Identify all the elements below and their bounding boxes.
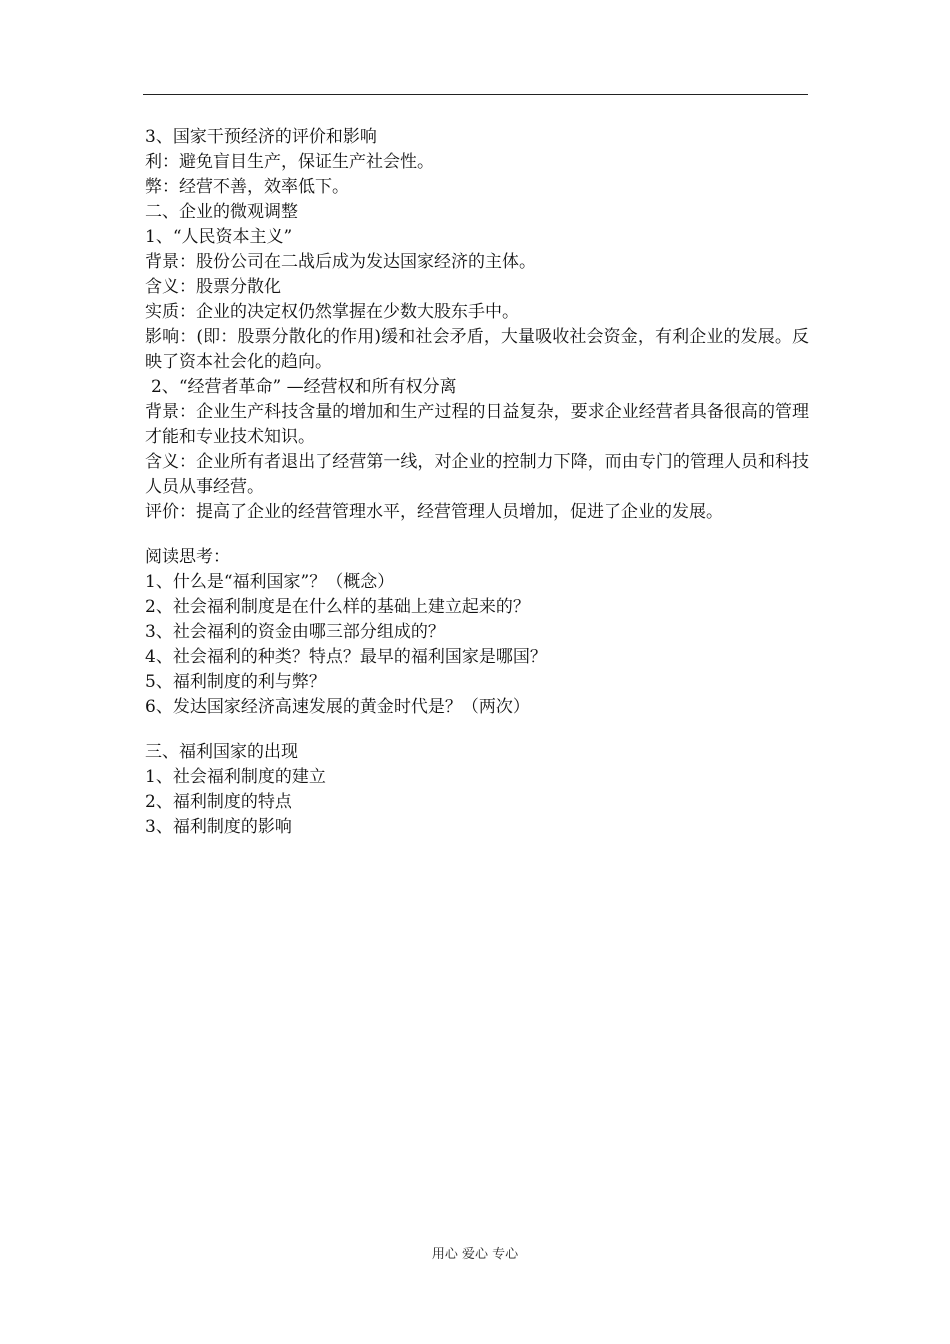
subsection-heading: 2、“经营者革命” —经营权和所有权分离	[151, 377, 457, 397]
reading-question: 5、福利制度的利与弊？	[145, 672, 326, 692]
con-text: 弊：经营不善，效率低下。	[145, 177, 349, 197]
background-text: 背景：股份公司在二战后成为发达国家经济的主体。	[145, 252, 536, 272]
header-rule	[143, 94, 808, 95]
section-heading: 三、福利国家的出现	[145, 742, 298, 762]
background-text: 背景：企业生产科技含量的增加和生产过程的日益复杂，要求企业经营者具备很高的管理才能和专业技术知识。	[145, 402, 809, 447]
section-heading: 3、国家干预经济的评价和影响	[145, 127, 377, 147]
reading-question: 1、什么是“福利国家”？（概念）	[145, 572, 395, 592]
impact-text: 影响：(即：股票分散化的作用)缓和社会矛盾，大量吸收社会资金，有利企业的发展。反映了资本社会化的趋向。	[145, 327, 809, 372]
evaluation-text: 评价：提高了企业的经营管理水平，经营管理人员增加，促进了企业的发展。	[145, 502, 723, 522]
document-body	[145, 125, 809, 840]
reading-question: 4、社会福利的种类？特点？最早的福利国家是哪国？	[145, 647, 547, 667]
meaning-text: 含义：股票分散化	[145, 277, 281, 297]
page-footer: 用心 爱心 专心	[431, 1247, 519, 1262]
reading-heading: 阅读思考：	[145, 547, 230, 567]
reading-question: 6、发达国家经济高速发展的黄金时代是？（两次）	[145, 697, 530, 717]
list-item: 2、福利制度的特点	[145, 792, 292, 812]
reading-question: 2、社会福利制度是在什么样的基础上建立起来的？	[145, 597, 530, 617]
section-heading: 二、企业的微观调整	[145, 202, 298, 222]
spacer	[145, 720, 809, 740]
list-item: 1、社会福利制度的建立	[145, 767, 326, 787]
subsection-heading: 1、“人民资本主义”	[145, 227, 293, 247]
pro-text: 利：避免盲目生产，保证生产社会性。	[145, 152, 434, 172]
essence-text: 实质：企业的决定权仍然掌握在少数大股东手中。	[145, 302, 519, 322]
meaning-text: 含义：企业所有者退出了经营第一线，对企业的控制力下降，而由专门的管理人员和科技人员从事经营。	[145, 452, 809, 497]
list-item: 3、福利制度的影响	[145, 817, 292, 837]
reading-question: 3、社会福利的资金由哪三部分组成的？	[145, 622, 445, 642]
spacer	[145, 525, 809, 545]
